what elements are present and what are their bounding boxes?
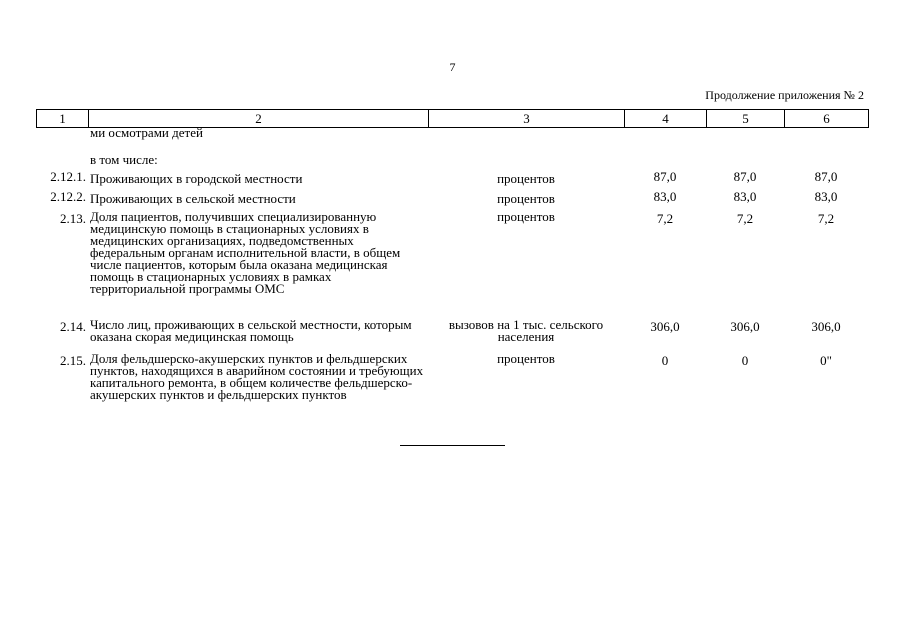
column-header: 3 [429, 110, 625, 128]
column-header: 4 [625, 110, 707, 128]
row-description: Проживающих в сельской местности [90, 191, 296, 206]
column-header: 6 [785, 110, 869, 128]
table-body [36, 127, 868, 423]
row-value-6: 83,0 [814, 189, 838, 204]
row-value-5: 87,0 [733, 169, 757, 184]
row-value-5: 306,0 [730, 319, 760, 334]
row-value-6: 0" [820, 353, 832, 368]
row-value-4: 83,0 [653, 189, 677, 204]
continuation-label: Продолжение приложения № 2 [705, 88, 864, 102]
row-unit: процентов [497, 209, 555, 224]
row-value-6: 306,0 [811, 319, 841, 334]
sub-heading: в том числе: [90, 152, 158, 167]
row-value-5: 0 [741, 353, 749, 368]
row-number: 2.14. [60, 319, 86, 334]
row-value-6: 87,0 [814, 169, 838, 184]
intro-text: ми осмотрами детей [90, 125, 203, 140]
row-value-4: 87,0 [653, 169, 677, 184]
row-number: 2.12.1. [50, 169, 86, 184]
column-header: 1 [37, 110, 89, 128]
row-unit: вызовов на 1 тыс. сельского населения [448, 317, 604, 344]
row-value-5: 7,2 [736, 211, 754, 226]
subheading-row [36, 147, 868, 166]
table-row [36, 211, 868, 319]
row-value-4: 7,2 [656, 211, 674, 226]
row-unit: процентов [497, 171, 555, 186]
footer-rule [400, 445, 505, 446]
row-description: Доля фельдшерско-акушерских пунктов и фельдшерских пунктов, находящихся в аварийном состоянии и требующих капитального ремонта, в общем количестве фельдшерско-акушерских пунктов и фельдшерских пунктов [90, 351, 424, 402]
table-row [36, 353, 868, 423]
row-description: Доля пациентов, получивших специализированную медицинскую помощь в стационарных условиях в медицинских организациях, подведомственных федеральным органам исполнительной власти, в общем числе пациентов, которым была оказана медицинская помощь в стационарных условиях в рамках территориальной программы ОМС [90, 209, 401, 296]
row-number: 2.13. [60, 211, 86, 226]
table-row [36, 166, 868, 185]
row-value-6: 7,2 [817, 211, 835, 226]
row-description: Проживающих в городской местности [90, 171, 303, 186]
column-header: 2 [89, 110, 429, 128]
intro-row [36, 127, 868, 147]
row-number: 2.12.2. [50, 189, 86, 204]
row-value-5: 83,0 [733, 189, 757, 204]
row-value-4: 0 [661, 353, 669, 368]
row-number: 2.15. [60, 353, 86, 368]
row-unit: процентов [497, 191, 555, 206]
table-row [36, 319, 868, 353]
page-number: 7 [449, 60, 456, 74]
column-header: 5 [707, 110, 785, 128]
row-description: Число лиц, проживающих в сельской местности, которым оказана скорая медицинская помощь [90, 317, 412, 344]
table-row [36, 185, 868, 205]
row-value-4: 306,0 [650, 319, 680, 334]
row-unit: процентов [497, 351, 555, 366]
